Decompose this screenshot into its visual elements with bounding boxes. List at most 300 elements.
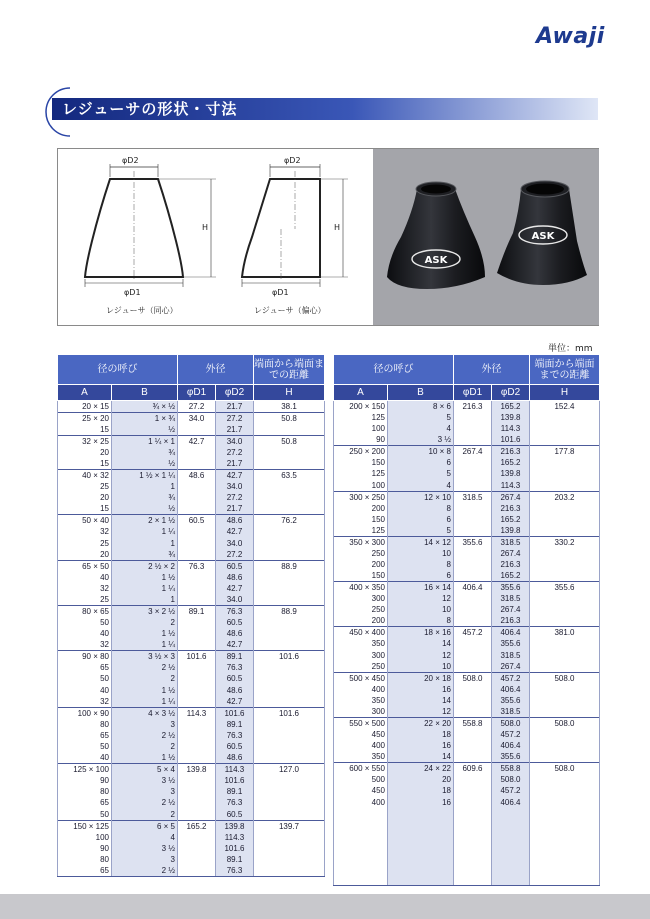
cell-b: 3 <box>112 786 178 797</box>
cell-b: ½ <box>112 503 178 515</box>
cell-b: 2 <box>112 673 178 684</box>
cell-a <box>334 863 388 874</box>
header-distance: 端面から端面までの距離 <box>530 355 600 385</box>
cell-b: 20 × 18 <box>388 672 454 684</box>
cell-d2: 406.4 <box>492 740 530 751</box>
cell-d2 <box>492 863 530 874</box>
table-row <box>334 717 600 729</box>
concentric-h-label: H <box>202 223 209 232</box>
cell-a: 25 × 20 <box>58 413 112 425</box>
table-row <box>334 514 600 525</box>
cell-d2: 114.3 <box>492 423 530 434</box>
cell-b: 1 ¼ × 1 <box>112 436 178 448</box>
cell-b: 2 × 1 ½ <box>112 515 178 527</box>
cell-b: 18 <box>388 729 454 740</box>
cell-d2: 60.5 <box>216 741 254 752</box>
cell-d2: 21.7 <box>216 458 254 470</box>
table-row <box>58 401 325 413</box>
cell-h <box>254 719 325 730</box>
cell-d1 <box>178 662 216 673</box>
cell-h: 177.8 <box>530 446 600 458</box>
cell-b: 14 <box>388 751 454 763</box>
cell-d2: 318.5 <box>492 706 530 718</box>
header-b: B <box>112 385 178 401</box>
cell-d1 <box>454 593 492 604</box>
cell-d1 <box>454 638 492 649</box>
cell-h <box>254 503 325 515</box>
cell-d2: 21.7 <box>216 424 254 436</box>
cell-h: 50.8 <box>254 413 325 425</box>
cell-a: 200 × 150 <box>334 401 388 413</box>
cell-d1 <box>454 774 492 785</box>
cell-h <box>530 514 600 525</box>
photo-label-right: ASK <box>531 231 555 242</box>
header-nominal: 径の呼び <box>334 355 454 385</box>
logo-text: Awaji <box>536 24 605 49</box>
cell-h <box>254 526 325 537</box>
cell-d1 <box>178 538 216 549</box>
cell-h <box>530 503 600 514</box>
table-row <box>58 413 325 425</box>
cell-h <box>254 797 325 808</box>
table-row <box>334 684 600 695</box>
cell-h: 38.1 <box>254 401 325 413</box>
cell-d1 <box>178 628 216 639</box>
table-row <box>334 480 600 492</box>
cell-a: 90 <box>58 775 112 786</box>
cell-a: 100 <box>58 832 112 843</box>
cell-h: 508.0 <box>530 672 600 684</box>
cell-d1 <box>178 572 216 583</box>
table-row <box>58 628 325 639</box>
cell-d2: 406.4 <box>492 797 530 808</box>
cell-d2: 508.0 <box>492 774 530 785</box>
table-row <box>58 752 325 764</box>
cell-b: 6 <box>388 514 454 525</box>
cell-d2: 355.6 <box>492 638 530 649</box>
cell-d2: 21.7 <box>216 401 254 413</box>
cell-h <box>530 830 600 841</box>
cell-d1 <box>178 719 216 730</box>
cell-d2: 89.1 <box>216 786 254 797</box>
cell-d2 <box>492 841 530 852</box>
table-row <box>334 525 600 537</box>
cell-d2 <box>492 819 530 830</box>
cell-h <box>254 639 325 651</box>
cell-h <box>254 594 325 606</box>
cell-h <box>530 740 600 751</box>
table-row <box>58 707 325 719</box>
table-row <box>334 774 600 785</box>
cell-h: 381.0 <box>530 627 600 639</box>
cell-d1: 165.2 <box>178 820 216 832</box>
table-row <box>334 740 600 751</box>
cell-b: 1 ½ <box>112 572 178 583</box>
table-row <box>58 764 325 776</box>
cell-d2: 457.2 <box>492 729 530 740</box>
eccentric-d2-label: φD2 <box>284 156 301 165</box>
cell-b: 1 ½ × 1 ¼ <box>112 470 178 482</box>
cell-a: 32 <box>58 696 112 708</box>
cell-h <box>530 695 600 706</box>
cell-d2: 48.6 <box>216 628 254 639</box>
cell-d2: 27.2 <box>216 492 254 503</box>
cell-d1 <box>454 650 492 661</box>
cell-a: 350 × 300 <box>334 536 388 548</box>
cell-d2: 27.2 <box>216 549 254 561</box>
dimension-table-right <box>333 354 600 886</box>
cell-d2: 267.4 <box>492 491 530 503</box>
cell-b: 6 <box>388 570 454 582</box>
cell-d1 <box>178 481 216 492</box>
cell-d1 <box>454 412 492 423</box>
cell-d2: 216.3 <box>492 503 530 514</box>
cell-d2: 101.6 <box>492 434 530 446</box>
cell-h <box>530 615 600 627</box>
cell-d2: 139.8 <box>492 525 530 537</box>
cell-a: 450 <box>334 729 388 740</box>
cell-d1 <box>454 841 492 852</box>
cell-d2: 60.5 <box>216 673 254 684</box>
cell-b: 1 ½ <box>112 752 178 764</box>
cell-d1: 34.0 <box>178 413 216 425</box>
page-title: レジューサの形状・寸法 <box>62 100 238 118</box>
table-row <box>334 559 600 570</box>
cell-a: 150 <box>334 570 388 582</box>
header-distance: 端面から端面までの距離 <box>254 355 325 385</box>
cell-d2: 114.3 <box>492 480 530 492</box>
cell-a <box>334 819 388 830</box>
cell-a: 50 <box>58 741 112 752</box>
cell-a: 500 × 450 <box>334 672 388 684</box>
cell-a: 400 <box>334 684 388 695</box>
cell-d1 <box>454 559 492 570</box>
cell-a: 300 <box>334 706 388 718</box>
cell-a: 50 <box>58 673 112 684</box>
cell-a: 125 <box>334 412 388 423</box>
header-d2: φD2 <box>492 385 530 401</box>
cell-d1 <box>178 752 216 764</box>
cell-a: 150 <box>334 514 388 525</box>
cell-b: 14 <box>388 638 454 649</box>
table-row <box>334 785 600 796</box>
cell-b: 12 <box>388 650 454 661</box>
table-row <box>334 661 600 673</box>
cell-d2: 318.5 <box>492 650 530 661</box>
header-d1: φD1 <box>454 385 492 401</box>
cell-d1 <box>178 526 216 537</box>
cell-h: 330.2 <box>530 536 600 548</box>
cell-d1 <box>178 854 216 865</box>
cell-d1 <box>454 468 492 479</box>
cell-h <box>530 638 600 649</box>
cell-b: 1 ¼ <box>112 696 178 708</box>
cell-a: 65 <box>58 730 112 741</box>
cell-h <box>254 447 325 458</box>
table-row <box>58 651 325 663</box>
cell-b <box>388 808 454 819</box>
table-row <box>334 401 600 413</box>
table-row <box>58 458 325 470</box>
cell-h <box>530 797 600 808</box>
cell-d2: 165.2 <box>492 401 530 413</box>
cell-d2: 76.3 <box>216 662 254 673</box>
table-row <box>58 696 325 708</box>
cell-a: 400 × 350 <box>334 582 388 594</box>
cell-d1 <box>178 843 216 854</box>
cell-d1 <box>178 685 216 696</box>
cell-h <box>530 785 600 796</box>
cell-b: 10 <box>388 548 454 559</box>
cell-h <box>530 706 600 718</box>
cell-a: 32 <box>58 526 112 537</box>
cell-b <box>388 875 454 886</box>
cell-d1: 89.1 <box>178 605 216 617</box>
table-row <box>58 685 325 696</box>
table-row <box>334 503 600 514</box>
cell-h <box>530 559 600 570</box>
cell-b: ¾ <box>112 492 178 503</box>
cell-h <box>254 741 325 752</box>
cell-d1 <box>454 808 492 819</box>
cell-b: 6 <box>388 457 454 468</box>
cell-h <box>530 661 600 673</box>
cell-b: 14 × 12 <box>388 536 454 548</box>
cell-d1: 139.8 <box>178 764 216 776</box>
cell-d2: 21.7 <box>216 503 254 515</box>
cell-d2: 89.1 <box>216 854 254 865</box>
table-row <box>334 570 600 582</box>
cell-a: 550 × 500 <box>334 717 388 729</box>
table-row <box>58 436 325 448</box>
cell-h <box>530 819 600 830</box>
cell-d1: 216.3 <box>454 401 492 413</box>
cell-d1 <box>454 525 492 537</box>
cell-h <box>530 457 600 468</box>
cell-d1 <box>178 775 216 786</box>
cell-b: 2 ½ × 2 <box>112 560 178 572</box>
cell-a: 20 <box>58 447 112 458</box>
cell-d2: 267.4 <box>492 604 530 615</box>
cell-d1 <box>454 604 492 615</box>
table-row <box>334 446 600 458</box>
cell-a: 40 <box>58 752 112 764</box>
cell-h <box>530 729 600 740</box>
cell-b: 3 × 2 ½ <box>112 605 178 617</box>
cell-a: 40 <box>58 628 112 639</box>
header-a: A <box>334 385 388 401</box>
table-row <box>334 412 600 423</box>
cell-b: 2 ½ <box>112 797 178 808</box>
cell-d2: 42.7 <box>216 639 254 651</box>
cell-a <box>334 875 388 886</box>
cell-a: 20 × 15 <box>58 401 112 413</box>
cell-a: 65 <box>58 662 112 673</box>
cell-d1 <box>454 875 492 886</box>
cell-b: 2 ½ <box>112 730 178 741</box>
table-row <box>58 662 325 673</box>
table-row <box>334 672 600 684</box>
table-row <box>334 695 600 706</box>
cell-h <box>530 852 600 863</box>
cell-a: 90 × 80 <box>58 651 112 663</box>
cell-a: 200 <box>334 559 388 570</box>
cell-d1 <box>454 684 492 695</box>
cell-h: 101.6 <box>254 651 325 663</box>
cell-h: 101.6 <box>254 707 325 719</box>
cell-a: 150 <box>334 457 388 468</box>
cell-h <box>530 808 600 819</box>
cell-h: 203.2 <box>530 491 600 503</box>
cell-h <box>254 730 325 741</box>
cell-d2: 216.3 <box>492 446 530 458</box>
cell-b: ¾ <box>112 447 178 458</box>
cell-h: 508.0 <box>530 763 600 775</box>
cell-b: 14 <box>388 695 454 706</box>
cell-a: 200 <box>334 615 388 627</box>
header-outer-diameter: 外径 <box>454 355 530 385</box>
header-h: H <box>530 385 600 401</box>
cell-h <box>254 628 325 639</box>
cell-b <box>388 819 454 830</box>
cell-h <box>254 481 325 492</box>
cell-b: ½ <box>112 424 178 436</box>
cell-b: 5 <box>388 525 454 537</box>
cell-b <box>388 852 454 863</box>
cell-d2 <box>492 830 530 841</box>
cell-d2: 406.4 <box>492 627 530 639</box>
eccentric-h-label: H <box>334 223 341 232</box>
cell-d2: 34.0 <box>216 538 254 549</box>
figure-box <box>57 148 599 326</box>
cell-d1 <box>454 570 492 582</box>
table-row <box>58 515 325 527</box>
cell-b: 12 <box>388 706 454 718</box>
table-row <box>58 447 325 458</box>
table-row <box>58 617 325 628</box>
cell-h <box>254 775 325 786</box>
header-b: B <box>388 385 454 401</box>
cell-a: 100 <box>334 480 388 492</box>
cell-b: 8 <box>388 615 454 627</box>
cell-b: 16 <box>388 684 454 695</box>
cell-d2: 76.3 <box>216 605 254 617</box>
cell-a: 300 × 250 <box>334 491 388 503</box>
cell-a: 350 <box>334 638 388 649</box>
cell-b: 20 <box>388 774 454 785</box>
cell-a: 250 <box>334 661 388 673</box>
cell-d1: 267.4 <box>454 446 492 458</box>
table-row <box>58 549 325 561</box>
cell-b: 3 ½ <box>388 434 454 446</box>
cell-b <box>388 841 454 852</box>
table-row <box>58 572 325 583</box>
table-row <box>334 638 600 649</box>
table-row <box>334 615 600 627</box>
cell-h <box>530 841 600 852</box>
cell-a: 350 <box>334 751 388 763</box>
cell-d2: 42.7 <box>216 470 254 482</box>
cell-d1: 508.0 <box>454 672 492 684</box>
cell-d2: 318.5 <box>492 536 530 548</box>
cell-d2: 34.0 <box>216 594 254 606</box>
cell-a: 450 × 400 <box>334 627 388 639</box>
cell-d2: 60.5 <box>216 809 254 821</box>
cell-d1 <box>454 695 492 706</box>
cell-a: 15 <box>58 458 112 470</box>
cell-d1 <box>178 809 216 821</box>
cell-d2: 60.5 <box>216 560 254 572</box>
cell-d1: 406.4 <box>454 582 492 594</box>
cell-a: 250 × 200 <box>334 446 388 458</box>
cell-a: 125 <box>334 468 388 479</box>
unit-label: 単位：mm <box>548 344 593 354</box>
cell-h <box>254 583 325 594</box>
table-row <box>58 854 325 865</box>
cell-d1 <box>454 503 492 514</box>
header-d2: φD2 <box>216 385 254 401</box>
cell-b: 5 <box>388 468 454 479</box>
cell-b: 10 <box>388 661 454 673</box>
cell-b: 1 <box>112 538 178 549</box>
header-a: A <box>58 385 112 401</box>
cell-d1: 76.3 <box>178 560 216 572</box>
cell-a <box>334 808 388 819</box>
cell-d2: 101.6 <box>216 707 254 719</box>
cell-d1: 457.2 <box>454 627 492 639</box>
cell-h <box>254 572 325 583</box>
concentric-d1-label: φD1 <box>124 288 141 297</box>
cell-d1 <box>178 730 216 741</box>
cell-a: 40 × 32 <box>58 470 112 482</box>
table-row <box>58 719 325 730</box>
cell-d1 <box>454 434 492 446</box>
cell-h <box>254 696 325 708</box>
cell-h <box>530 593 600 604</box>
table-row <box>334 830 600 841</box>
table-row <box>334 536 600 548</box>
footer-band <box>0 894 650 919</box>
cell-b: 1 <box>112 594 178 606</box>
cell-b: 3 ½ × 3 <box>112 651 178 663</box>
table-row <box>58 560 325 572</box>
cell-d1 <box>178 786 216 797</box>
cell-b: 16 <box>388 740 454 751</box>
cell-b: 8 × 6 <box>388 401 454 413</box>
cell-b: 10 <box>388 604 454 615</box>
cell-d1 <box>454 548 492 559</box>
cell-h <box>254 843 325 854</box>
cell-b: 2 ½ <box>112 865 178 877</box>
cell-h <box>254 786 325 797</box>
eccentric-reducer-drawing <box>242 164 348 287</box>
cell-d1 <box>178 673 216 684</box>
cell-b: 2 <box>112 617 178 628</box>
cell-d2: 42.7 <box>216 583 254 594</box>
cell-a: 80 <box>58 786 112 797</box>
table-row <box>334 808 600 819</box>
cell-d1 <box>178 832 216 843</box>
cell-b: 4 × 3 ½ <box>112 707 178 719</box>
cell-a: 80 <box>58 719 112 730</box>
cell-b: 24 × 22 <box>388 763 454 775</box>
table-row <box>58 526 325 537</box>
table-row <box>334 423 600 434</box>
cell-d2 <box>492 852 530 863</box>
cell-h <box>530 604 600 615</box>
cell-d2: 216.3 <box>492 559 530 570</box>
cell-a: 100 <box>334 423 388 434</box>
